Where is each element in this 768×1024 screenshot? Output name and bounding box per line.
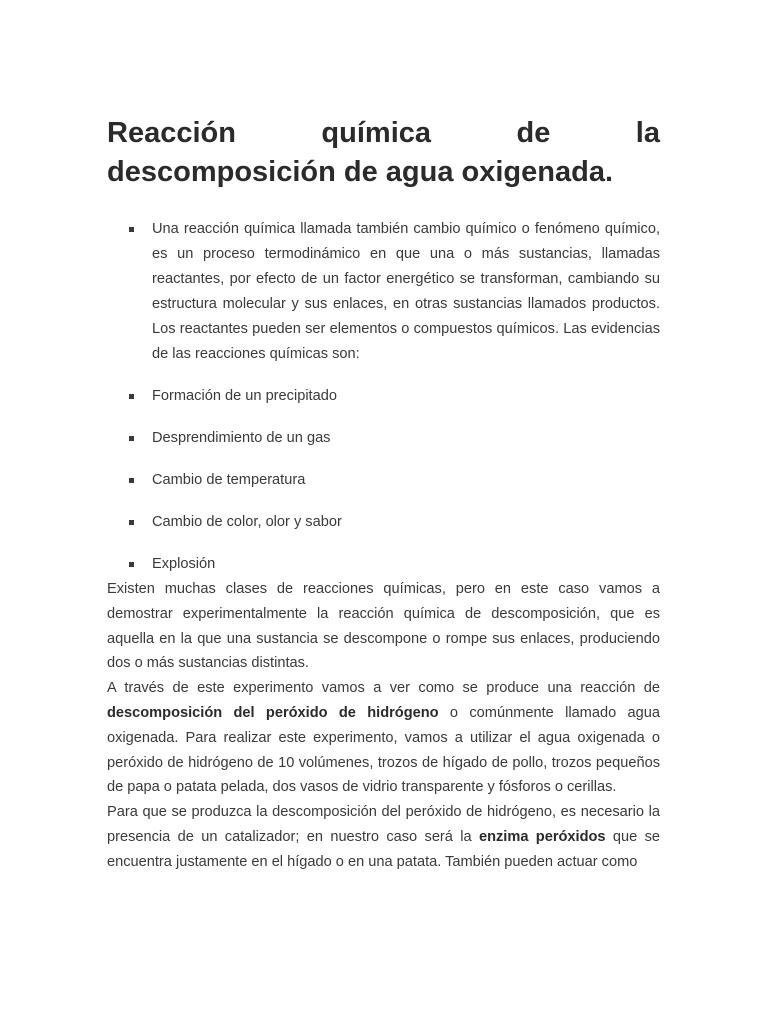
- square-bullet-icon: [129, 562, 134, 567]
- bold-term: enzima peróxidos: [478, 828, 606, 845]
- bold-term: descomposición del peróxido de hidrógeno: [107, 704, 439, 721]
- list-item-text: Cambio de color, olor y sabor: [152, 514, 342, 530]
- list-item-text: Una reacción química llamada también cambio químico o fenómeno químico, es un proceso termodinámico en que una o más sustancias, llamadas reactantes, por efecto de un factor energético se transforman, cambiando su estructura molecular y sus enlaces, en otras sustancias llamados productos. Los reactantes pueden ser elementos o compuestos químicos. Las evidencias de las reacciones químicas son:: [152, 221, 660, 362]
- document-title: Reacción química de la descomposición de agua oxigenada.: [107, 117, 660, 188]
- evidence-list: [107, 217, 660, 577]
- list-item-text: Desprendimiento de un gas: [152, 430, 331, 446]
- list-item: [107, 426, 660, 451]
- square-bullet-icon: [129, 227, 134, 232]
- list-item-text: Cambio de temperatura: [152, 472, 306, 488]
- paragraph-text: que se encuentra justamente en el hígado o en una patata. También pueden actuar como: [107, 828, 660, 870]
- list-item: [107, 468, 660, 493]
- list-item: [107, 510, 660, 535]
- list-item: [107, 384, 660, 409]
- square-bullet-icon: [129, 394, 134, 399]
- list-item: [107, 217, 660, 367]
- paragraph-experiment: [107, 676, 660, 800]
- document-page: [107, 114, 660, 875]
- paragraph-text: A través de este experimento vamos a ver como se produce una reacción de: [107, 680, 660, 697]
- square-bullet-icon: [129, 478, 134, 483]
- paragraph-text: o comúnmente llamado agua oxigenada. Para realizar este experimento, vamos a utilizar el agua oxigenada o peróxido de hidrógeno de 10 volúmenes, trozos de hígado de pollo, trozos pequeños de papa o patata pelada, dos vasos de vidrio transparente y fósforos o cerillas.: [107, 704, 660, 796]
- paragraph-text: Para que se produzca la descomposición del peróxido de hidrógeno, es necesario la presencia de un catalizador; en nuestro caso será la: [107, 804, 660, 845]
- paragraph-intro: Existen muchas clases de reacciones químicas, pero en este caso vamos a demostrar experimentalmente la reacción química de descomposición, que es aquella en la que una sustancia se descompone o rompe sus enlaces, produciendo dos o más sustancias distintas.: [107, 581, 660, 672]
- square-bullet-icon: [129, 436, 134, 441]
- list-item: [107, 552, 660, 577]
- square-bullet-icon: [129, 520, 134, 525]
- list-item-text: Formación de un precipitado: [152, 388, 337, 404]
- paragraph-catalyst: [107, 800, 660, 874]
- list-item-text: Explosión: [152, 556, 216, 572]
